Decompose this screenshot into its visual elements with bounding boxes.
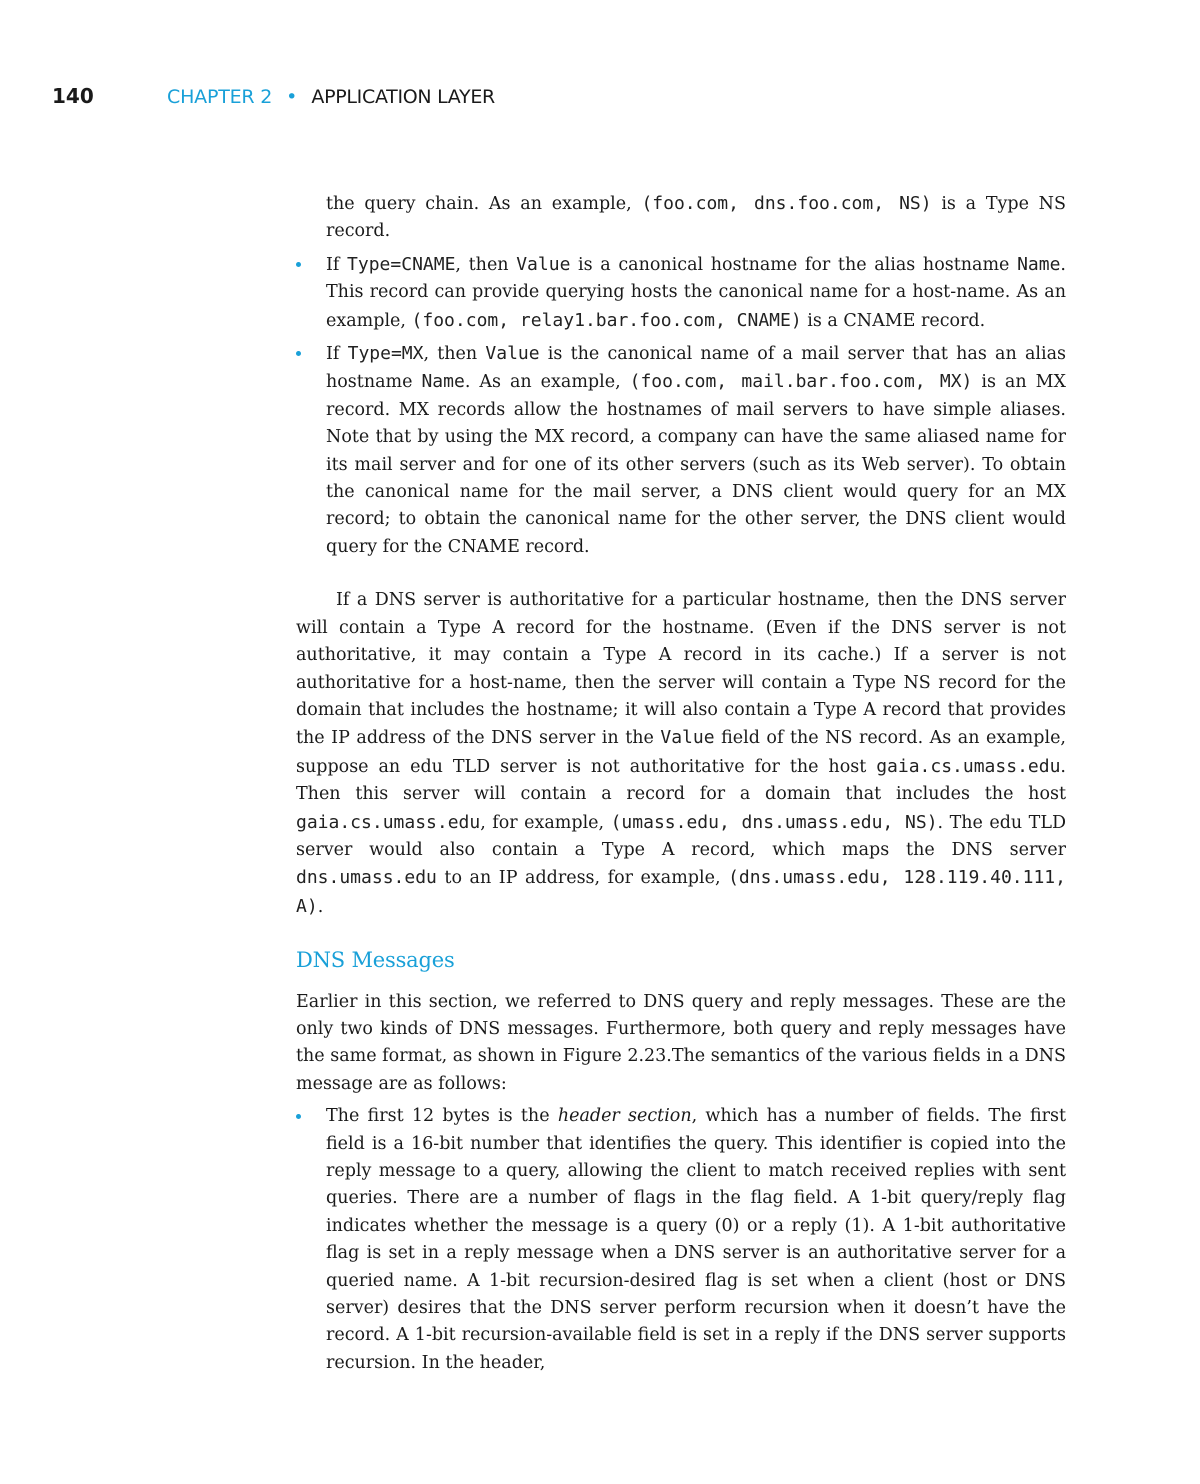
authoritative-paragraph: If a DNS server is authoritative for a particular hostname, then the DNS server will contain a Type A record for the hostname. (Even if the DNS server is not authoritative, it may contain a Type A record in its cache.) If a server is not authoritative for a host-name, then the server will contain a Type NS record for the domain that includes the hostname; it will also contain a Type A record that provides the IP address of the DNS server in the Value field of the NS record. As an example, suppose an edu TLD server is not authoritative for the host gaia.cs.umass.edu. Then this server will contain a record for a domain that includes the host gaia.cs.umass.edu, for example, (umass.edu, dns.umass.edu, NS). The edu TLD server would also contain a Type A record, which maps the DNS server dns.umass.edu to an IP address, for example, (dns.umass.edu, 128.119.40.111, A). bbox=[296, 590, 1066, 917]
message-fields-list bbox=[296, 1103, 1066, 1377]
ns-record-continuation: the query chain. As an example, (foo.com, dns.foo.com, NS) is a Type NS record. bbox=[326, 193, 1066, 242]
section-heading: DNS Messages bbox=[296, 948, 455, 973]
page-number: 140 bbox=[52, 84, 94, 108]
bullet-icon bbox=[296, 1114, 301, 1119]
running-header bbox=[52, 84, 495, 112]
section-label: APPLICATION LAYER bbox=[311, 86, 495, 108]
record-type-list bbox=[296, 251, 1066, 561]
list-item-header-section: The first 12 bytes is the header section, which has a number of fields. The first field is a 16-bit number that identifies the query. This identifier is copied into the reply message to a query, allowing the client to match received replies with sent queries. There are a number of flags in the flag field. A 1-bit query/reply flag indicates whether the message is a query (0) or a reply (1). A 1-bit authoritative flag is set in a reply message when a DNS server is an authoritative server for a queried name. A 1-bit recursion-desired flag is set when a client (host or DNS server) desires that the DNS server perform recursion when it doesn’t have the record. A 1-bit recursion-available field is set in a reply if the DNS server supports recursion. In the header, bbox=[296, 1103, 1066, 1377]
chapter-label: CHAPTER 2 bbox=[167, 86, 273, 108]
list-item-mx: If Type=MX, then Value is the canonical name of a mail server that has an alias hostname Name. As an example, (foo.com, mail.bar.foo.com, MX) is an MX record. MX records allow the hostnames of mail servers to have simple aliases. Note that by using the MX record, a company can have the same aliased name for its mail server and for one of its other servers (such as its Web server). To obtain the canonical name for the mail server, a DNS client would query for an MX record; to obtain the canonical name for the other server, the DNS client would query for the CNAME record. bbox=[296, 340, 1066, 561]
header-separator: • bbox=[286, 86, 298, 108]
bullet-icon bbox=[296, 262, 301, 267]
bullet-icon bbox=[296, 351, 301, 356]
dns-messages-intro: Earlier in this section, we referred to DNS query and reply messages. These are the only two kinds of DNS messages. Furthermore, both query and reply messages have the same format, as shown in Figure 2.23.The semantics of the various fields in a DNS message are as follows: bbox=[296, 991, 1066, 1094]
page-body bbox=[296, 190, 1066, 1377]
list-item-cname: If Type=CNAME, then Value is a canonical hostname for the alias hostname Name. This record can provide querying hosts the canonical name for a host-name. As an example, (foo.com, relay1.bar.foo.com, CNAME) is a CNAME record. bbox=[296, 251, 1066, 335]
